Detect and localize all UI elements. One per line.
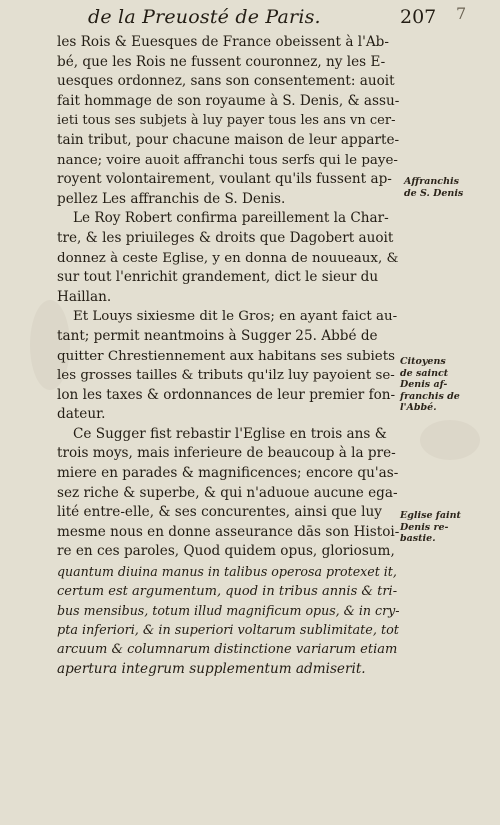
text-line: fait hommage de son royaume à S. Denis, & assu- [57,92,399,109]
text-line: tain tribut, pour chacune maison de leur apparte- [57,131,399,148]
text-line: Haillan. [57,288,112,305]
running-title: de la Preuosté de Paris. [88,6,321,28]
margin-note-line: de sainct [400,367,449,379]
text-line: bé, que les Rois ne fussent couronnez, ny les E- [57,53,386,70]
text-line: les Rois & Euesques de France obeissent à l'Ab- [57,34,389,50]
text-line: sez riche & superbe, & qui n'aduoue aucune ega- [57,484,398,501]
corner-mark: 7 [456,4,467,23]
margin-note-line: Denis re- [400,521,449,533]
text-line: lité entre-elle, & ses concurentes, ainsi que luy [57,504,382,521]
text-line: ieti tous ses subjets à luy payer tous les ans vn cer- [57,113,396,129]
margin-note-line: franchis de [400,390,460,402]
body-text [57,33,399,680]
text-line: pellez Les affranchis de S. Denis. [57,190,286,207]
latin-quote-line: certum est argumentum, quod in tribus annis & tri- [57,583,398,599]
text-line: lon les taxes & ordonnances de leur premier fon- [57,386,396,403]
paragraph-start: Ce Sugger fist rebastir l'Eglise en trois ans & [73,425,387,442]
text-line: royent volontairement, voulant qu'ils fussent ap- [57,171,392,188]
margin-note-eglise [400,510,496,545]
margin-note-line: Eglise faint [400,510,461,521]
page-number: 207 [400,6,437,28]
margin-note-affranchis [404,176,500,199]
latin-quote-line: apertura integrum supplementum admiserit. [57,661,366,677]
text-line: sur tout l'enrichit grandement, dict le sieur du [57,269,379,286]
text-line: re en ces paroles, Quod quidem opus, gloriosum, [57,543,395,560]
margin-note-line: de S. Denis [404,187,464,199]
text-line: tre, & les priuileges & droits que Dagobert auoit [57,229,394,246]
margin-notes [400,0,496,825]
margin-note-line: Affranchis [404,176,459,187]
paragraph-start: Et Louys sixiesme dit le Gros; en ayant faict au- [73,309,398,325]
margin-note-line: l'Abbé. [400,402,437,413]
text-line: donnez à ceste Eglise, y en donna de nouueaux, & [57,250,399,266]
text-line: dateur. [57,406,106,423]
text-line: trois moys, mais inferieure de beaucoup à la pre- [57,445,396,462]
margin-note-line: Citoyens [400,356,446,367]
text-line: miere en parades & magnificences; encore qu'as- [57,465,399,482]
latin-quote-line: pta inferiori, & in superiori voltarum sublimitate, tot [57,622,399,638]
text-line: tant; permit neantmoins à Sugger 25. Abbé de [57,327,378,344]
paragraph-start: Le Roy Robert confirma pareillement la Char- [73,210,389,227]
latin-quote-line: quantum diuina manus in talibus operosa protexet it, [57,564,397,580]
text-line: quitter Chrestiennement aux habitans ses subiets [57,348,395,364]
margin-note-line: bastie. [400,533,436,544]
text-line: uesques ordonnez, sans son consentement: auoit [57,73,395,90]
latin-quote-line: arcuum & columnarum distinctione variarum etiam [57,642,398,658]
margin-note-line: Denis af- [400,379,448,390]
text-line: les grosses tailles & tributs qu'ilz luy payoient se- [57,368,395,384]
latin-quote-line: bus mensibus, totum illud magnificum opus, & in cry- [57,603,399,619]
text-line: mesme nous en donne asseurance dās son Histoi- [57,523,399,540]
text-line: nance; voire auoit affranchi tous serfs qui le paye- [57,152,398,168]
margin-note-citoyens [400,356,496,414]
